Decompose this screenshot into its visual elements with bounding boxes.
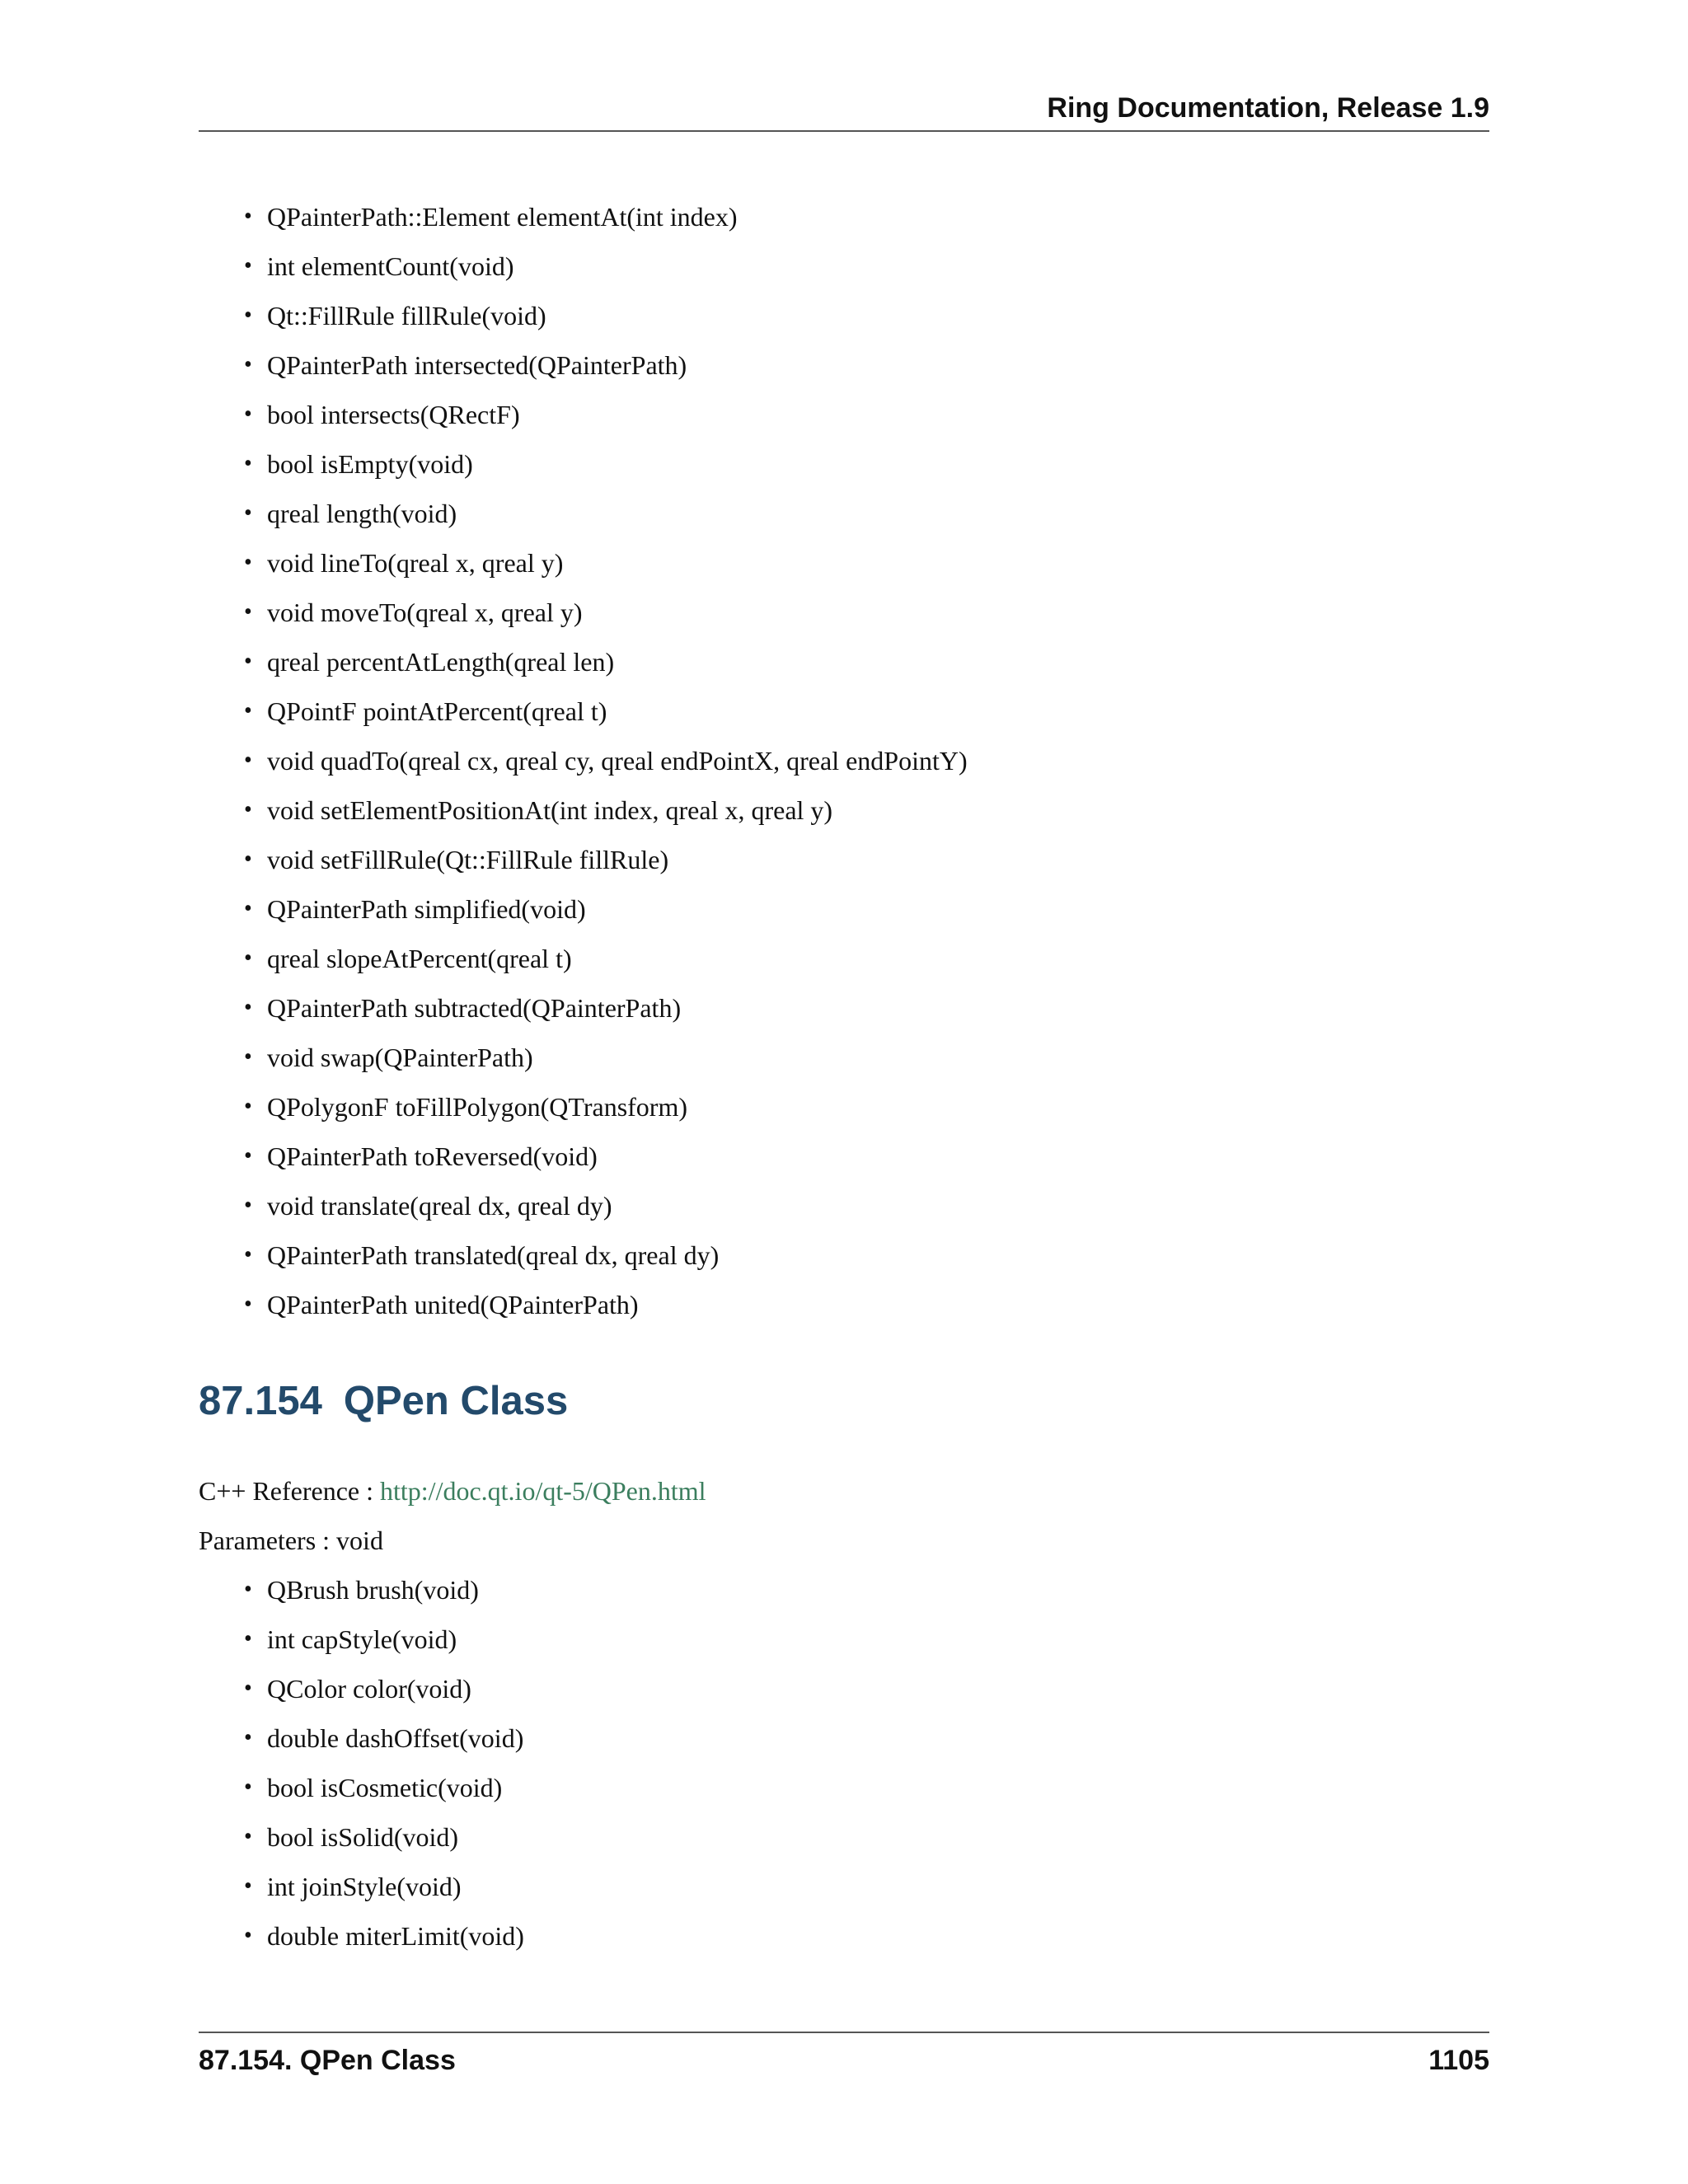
method-item [244, 1713, 524, 1763]
method-signature: void swap(QPainterPath) [267, 1043, 533, 1072]
parameters-text: Parameters : void [199, 1526, 383, 1555]
method-item [244, 884, 968, 934]
method-item [244, 835, 968, 884]
bullet-icon: • [244, 797, 252, 823]
page-number: 1105 [1428, 2045, 1489, 2076]
method-signature: qreal slopeAtPercent(qreal t) [267, 944, 572, 973]
method-item [244, 588, 968, 637]
method-item [244, 340, 968, 390]
method-signature: QPainterPath toReversed(void) [267, 1141, 598, 1171]
bullet-icon: • [244, 1626, 252, 1652]
method-item [244, 1181, 968, 1230]
method-signature: QPainterPath translated(qreal dx, qreal dy) [267, 1240, 720, 1270]
cpp-reference [199, 1466, 706, 1516]
method-signature: double miterLimit(void) [267, 1921, 524, 1951]
bullet-icon: • [244, 1774, 252, 1800]
bullet-icon: • [244, 451, 252, 476]
method-signature: int capStyle(void) [267, 1624, 457, 1654]
reference-label: C++ Reference : [199, 1476, 380, 1506]
method-item [244, 291, 968, 340]
method-signature: qreal length(void) [267, 499, 457, 528]
method-list-qpen [244, 1565, 524, 1961]
bullet-icon: • [244, 995, 252, 1020]
method-item [244, 1664, 524, 1713]
bullet-icon: • [244, 1577, 252, 1602]
bullet-icon: • [244, 1291, 252, 1317]
method-item [244, 538, 968, 588]
method-item [244, 439, 968, 489]
bullet-icon: • [244, 1193, 252, 1218]
bullet-icon: • [244, 253, 252, 279]
bullet-icon: • [244, 599, 252, 625]
method-signature: void setElementPositionAt(int index, qreal x, qreal y) [267, 795, 833, 825]
method-signature: int joinStyle(void) [267, 1872, 462, 1901]
method-item [244, 1082, 968, 1132]
method-item [244, 983, 968, 1033]
bullet-icon: • [244, 945, 252, 971]
bullet-icon: • [244, 1725, 252, 1750]
bullet-icon: • [244, 896, 252, 921]
bullet-icon: • [244, 352, 252, 377]
method-item [244, 1911, 524, 1961]
method-item [244, 1230, 968, 1280]
method-signature: QPointF pointAtPercent(qreal t) [267, 696, 607, 726]
bullet-icon: • [244, 649, 252, 674]
method-signature: bool intersects(QRectF) [267, 400, 520, 429]
bullet-icon: • [244, 1143, 252, 1169]
method-signature: double dashOffset(void) [267, 1723, 524, 1753]
section-heading [199, 1378, 568, 1424]
method-item [244, 1280, 968, 1329]
section-number: 87.154 [199, 1379, 322, 1423]
bullet-icon: • [244, 1824, 252, 1849]
method-signature: void setFillRule(Qt::FillRule fillRule) [267, 845, 669, 874]
method-signature: void quadTo(qreal cx, qreal cy, qreal endPointX, qreal endPointY) [267, 746, 968, 776]
method-item [244, 390, 968, 439]
method-list-qpainterpath [244, 192, 968, 1329]
reference-link[interactable]: http://doc.qt.io/qt-5/QPen.html [380, 1476, 706, 1506]
bullet-icon: • [244, 1044, 252, 1070]
method-signature: QPainterPath::Element elementAt(int index) [267, 202, 738, 232]
method-signature: void lineTo(qreal x, qreal y) [267, 548, 564, 578]
bullet-icon: • [244, 204, 252, 229]
method-signature: QPainterPath simplified(void) [267, 894, 586, 924]
bullet-icon: • [244, 846, 252, 872]
method-item [244, 192, 968, 241]
bullet-icon: • [244, 550, 252, 575]
method-item [244, 1132, 968, 1181]
bullet-icon: • [244, 500, 252, 526]
method-signature: QPainterPath intersected(QPainterPath) [267, 350, 687, 380]
page-footer [199, 2032, 1489, 2083]
method-item [244, 1862, 524, 1911]
method-item [244, 1565, 524, 1615]
method-signature: qreal percentAtLength(qreal len) [267, 647, 615, 677]
method-item [244, 785, 968, 835]
bullet-icon: • [244, 302, 252, 328]
footer-section: 87.154. QPen Class [199, 2045, 456, 2076]
bullet-icon: • [244, 401, 252, 427]
method-item [244, 489, 968, 538]
bullet-icon: • [244, 1094, 252, 1119]
bullet-icon: • [244, 1923, 252, 1948]
section-title: QPen Class [343, 1379, 569, 1423]
method-item [244, 736, 968, 785]
method-signature: void moveTo(qreal x, qreal y) [267, 598, 583, 627]
method-signature: bool isEmpty(void) [267, 449, 473, 479]
bullet-icon: • [244, 1675, 252, 1701]
method-signature: int elementCount(void) [267, 251, 514, 281]
document-title: Ring Documentation, Release 1.9 [1047, 92, 1489, 124]
bullet-icon: • [244, 698, 252, 724]
method-item [244, 687, 968, 736]
method-item [244, 934, 968, 983]
page-header [199, 91, 1489, 132]
method-signature: QColor color(void) [267, 1674, 471, 1704]
method-item [244, 1812, 524, 1862]
bullet-icon: • [244, 748, 252, 773]
method-signature: bool isCosmetic(void) [267, 1773, 503, 1802]
method-item [244, 241, 968, 291]
method-signature: QPolygonF toFillPolygon(QTransform) [267, 1092, 687, 1122]
method-signature: QBrush brush(void) [267, 1575, 479, 1605]
method-signature: QPainterPath subtracted(QPainterPath) [267, 993, 682, 1023]
method-item [244, 1763, 524, 1812]
method-signature: bool isSolid(void) [267, 1822, 459, 1852]
method-item [244, 637, 968, 687]
bullet-icon: • [244, 1242, 252, 1268]
method-item [244, 1033, 968, 1082]
bullet-icon: • [244, 1873, 252, 1899]
method-signature: void translate(qreal dx, qreal dy) [267, 1191, 612, 1221]
method-signature: QPainterPath united(QPainterPath) [267, 1290, 639, 1319]
method-item [244, 1615, 524, 1664]
method-signature: Qt::FillRule fillRule(void) [267, 301, 546, 330]
